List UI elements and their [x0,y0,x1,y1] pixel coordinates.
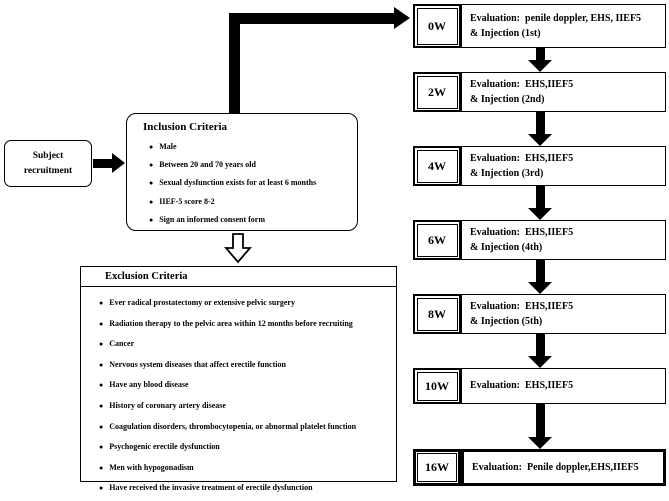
week-label: 0W [428,18,446,33]
elbow-arrow-head-icon [394,7,410,29]
inclusion-item-text: Sign an informed consent form [159,214,266,224]
elbow-arrow-horizontal [229,13,395,24]
down-arrow-icon [528,186,552,220]
arrow-shaft [536,404,545,437]
timeline-row-8w [413,294,666,334]
bullet-icon: ● [99,463,104,472]
week-label-box [413,220,461,260]
list-item [149,212,349,230]
evaluation-box [461,72,666,112]
timeline-row-4w [413,146,666,186]
list-item [99,377,396,398]
arrow-head [528,208,552,220]
down-arrow-icon [528,404,552,449]
down-arrow-icon [528,260,552,294]
arrow-shaft [536,260,545,282]
week-label-box [413,4,461,48]
hollow-down-arrow-icon [225,233,251,263]
arrow-head [112,153,125,173]
list-item [149,194,349,212]
bullet-icon: ● [99,422,104,431]
bullet-icon: ● [99,443,104,452]
arrow-shaft [536,186,545,208]
exclusion-title: Exclusion Criteria [81,267,396,287]
down-arrow-icon [528,112,552,146]
list-item [149,139,349,157]
exclusion-item-text: Have received the invasive treatment of erectile dysfunction [109,483,313,493]
week-label: 16W [425,460,449,474]
list-item [99,357,396,378]
evaluation-text: Evaluation: Penile doppler,EHS,IIEF5 [472,461,639,473]
list-item [149,175,349,193]
evaluation-box [461,4,666,48]
timeline-row-2w [413,72,666,112]
bullet-icon: ● [149,215,154,224]
evaluation-text: Evaluation: EHS,IIEF5 [470,300,574,312]
exclusion-item-text: Cancer [109,339,135,349]
exclusion-item-text: Nervous system diseases that affect erectile function [109,359,286,369]
elbow-arrow-vertical [229,13,240,114]
timeline-row-6w [413,220,666,260]
subject-recruitment-node [4,140,92,187]
inclusion-item-text: Male [159,142,177,151]
evaluation-text: & Injection (3rd) [470,168,544,179]
evaluation-text: & Injection (2nd) [470,94,545,105]
timeline-row-0w [413,4,666,48]
bullet-icon: ● [149,161,154,170]
arrow-head [528,134,552,146]
week-label: 10W [425,378,449,393]
arrow-head [528,60,552,72]
week-label: 8W [428,306,446,321]
evaluation-box [461,368,666,404]
exclusion-item-text: Men with hypogonadism [109,462,194,472]
evaluation-text: Evaluation: EHS,IIEF5 [470,226,574,238]
evaluation-text: Evaluation: EHS,IIEF5 [470,152,574,164]
exclusion-item-text: Coagulation disorders, thrombocytopenia, or abnormal platelet function [109,421,357,431]
week-label: 2W [428,84,446,99]
exclusion-criteria-node [80,266,397,493]
bullet-icon: ● [99,340,104,349]
bullet-icon: ● [99,360,104,369]
exclusion-item-text: Have any blood disease [109,380,189,390]
subject-recruitment-label: Subject recruitment [23,150,73,176]
list-item [99,439,396,460]
evaluation-text: & Injection (5th) [470,316,543,327]
list-item [99,316,396,337]
arrow-head [528,437,552,449]
exclusion-item-text: Ever radical prostatectomy or extensive pelvic surgery [109,298,295,307]
exclusion-item-text: History of coronary artery disease [109,400,226,410]
list-item [149,157,349,175]
evaluation-text: Evaluation: EHS,IIEF5 [470,78,574,90]
week-label: 6W [428,232,446,247]
arrow-shaft [536,334,545,356]
evaluation-box [461,146,666,186]
inclusion-criteria-node [126,113,358,231]
list-item [99,336,396,357]
week-label-box [413,146,461,186]
week-label-box [413,449,461,486]
bullet-icon: ● [99,401,104,410]
bullet-icon: ● [149,197,154,206]
week-label-box [413,294,461,334]
week-label-box [413,368,461,404]
bullet-icon: ● [99,319,104,328]
evaluation-box [461,220,666,260]
inclusion-item-text: Sexual dysfunction exists for at least 6 months [159,178,317,188]
bullet-icon: ● [99,484,104,493]
evaluation-text: Evaluation: EHS,IIEF5 [470,380,574,392]
down-arrow-icon [528,48,552,72]
arrow-shaft [536,48,545,60]
list-item [99,419,396,440]
list-item [99,480,396,501]
bullet-icon: ● [149,179,154,188]
inclusion-list [141,137,349,230]
evaluation-text: Evaluation: penile doppler, EHS, IIEF5 [470,12,642,24]
evaluation-text: & Injection (1st) [470,28,541,39]
bullet-icon: ● [99,299,104,307]
arrow-shaft [536,112,545,134]
arrow-head [528,282,552,294]
evaluation-box [461,449,666,486]
arrow-shaft [93,159,112,168]
arrow-head [528,356,552,368]
inclusion-item-text: IIEF-5 score 8-2 [159,196,215,206]
exclusion-item-text: Radiation therapy to the pelvic area within 12 months before recruiting [109,318,353,328]
down-arrow-icon [528,334,552,368]
timeline-row-10w [413,368,666,404]
week-label-box [413,72,461,112]
exclusion-list [81,287,396,501]
inclusion-item-text: Between 20 and 70 years old [159,160,256,170]
bullet-icon: ● [99,381,104,390]
exclusion-item-text: Psychogenic erectile dysfunction [109,442,220,452]
right-arrow-icon [93,153,125,173]
list-item [99,460,396,481]
week-label: 4W [428,158,446,173]
evaluation-text: & Injection (4th) [470,242,543,253]
evaluation-box [461,294,666,334]
list-item [99,398,396,419]
bullet-icon: ● [149,143,154,151]
timeline-row-16w [413,449,666,486]
list-item [99,295,396,316]
inclusion-title: Inclusion Criteria [143,121,228,133]
